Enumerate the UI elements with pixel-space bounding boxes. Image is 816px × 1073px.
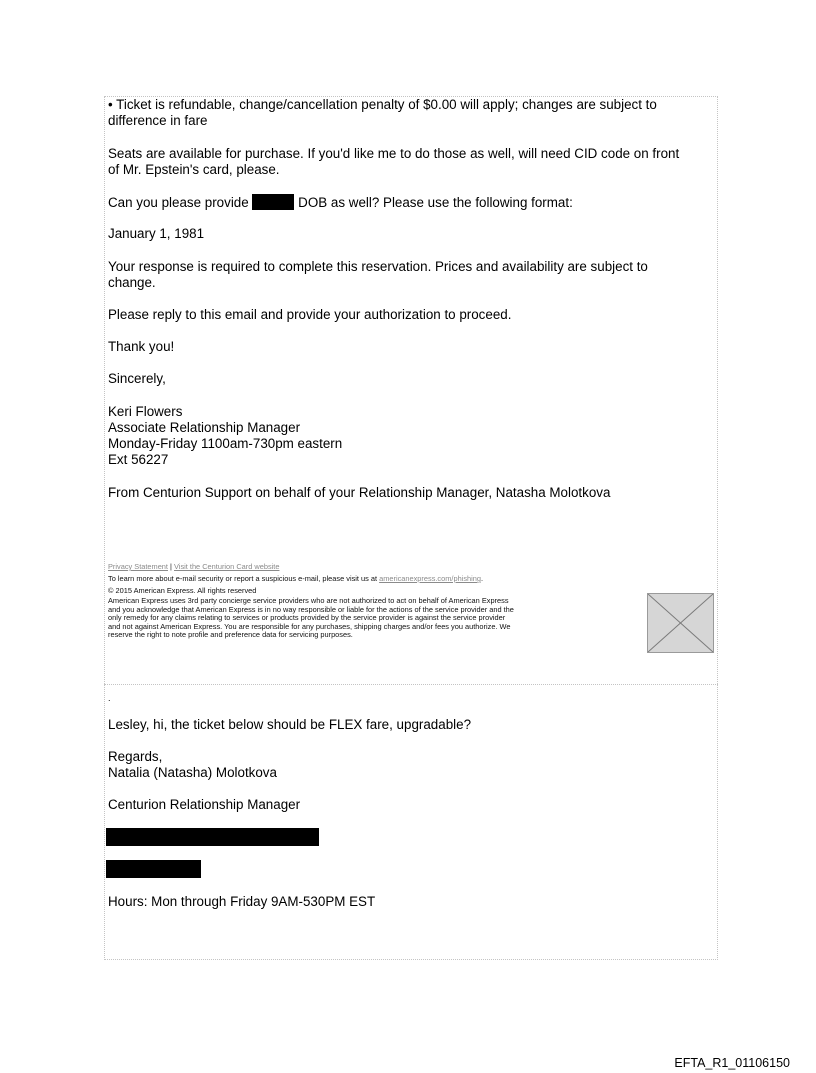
disclaimer-block bbox=[108, 597, 644, 640]
bullet-line: • Ticket is refundable, change/cancellation penalty of $0.00 will apply; changes are subject to bbox=[108, 97, 657, 112]
sender-title: Centurion Relationship Manager bbox=[108, 797, 301, 812]
signature-title: Associate Relationship Manager bbox=[108, 420, 301, 435]
sender-name: Natalia (Natasha) Molotkova bbox=[108, 765, 277, 780]
regards-line: Regards, bbox=[108, 749, 163, 764]
redaction-bar bbox=[106, 828, 319, 846]
disclaimer-line: American Express uses 3rd party concierge service providers who are not authorized to act on behalf of American Express bbox=[108, 596, 509, 605]
signature-name: Keri Flowers bbox=[108, 404, 183, 419]
signature-hours: Monday-Friday 1100am-730pm eastern bbox=[108, 436, 343, 451]
thanks-line: Thank you! bbox=[108, 339, 175, 354]
copyright-line: © 2015 American Express. All rights reserved bbox=[108, 586, 257, 595]
flex-question: Lesley, hi, the ticket below should be FLEX fare, upgradable? bbox=[108, 717, 472, 732]
disclaimer-line: reserve the right to note profile and preference data for servicing purposes. bbox=[108, 630, 353, 640]
disclaimer-line: only remedy for any claims relating to services or products provided by the service provider is against the service provider bbox=[108, 613, 506, 623]
document-stamp: EFTA_R1_01106150 bbox=[674, 1056, 790, 1070]
dob-post: DOB as well? Please use the following format: bbox=[298, 195, 573, 210]
visit-centurion-link[interactable]: Visit the Centurion Card website bbox=[174, 562, 280, 571]
redaction-box bbox=[252, 194, 294, 210]
from-line: From Centurion Support on behalf of your Relationship Manager, Natasha Molotkova bbox=[108, 485, 611, 500]
broken-image-icon bbox=[648, 594, 713, 652]
privacy-statement-link[interactable]: Privacy Statement bbox=[108, 562, 168, 571]
security-period: . bbox=[480, 574, 484, 583]
disclaimer-line: and you acknowledge that American Express is in no way responsible or liable for the actions of the service provider and the bbox=[108, 604, 514, 614]
dob-request bbox=[108, 194, 573, 211]
seats-line-2: of Mr. Epstein's card, please. bbox=[108, 162, 280, 177]
security-line bbox=[108, 575, 483, 584]
response-line-2: change. bbox=[108, 275, 156, 290]
seats-line-1: Seats are available for purchase. If you'd like me to do those as well, will need CID code on front bbox=[108, 146, 680, 161]
phishing-link[interactable]: americanexpress.com/phishing bbox=[379, 574, 481, 583]
response-line-1: Your response is required to complete this reservation. Prices and availability are subject to bbox=[108, 259, 648, 274]
footer-links bbox=[108, 563, 279, 572]
sincerely-line: Sincerely, bbox=[108, 371, 166, 386]
date-format: January 1, 1981 bbox=[108, 226, 205, 241]
link-separator: | bbox=[167, 562, 175, 571]
bullet-line-cont: difference in fare bbox=[108, 113, 208, 128]
broken-image-placeholder bbox=[647, 593, 714, 653]
signature-ext: Ext 56227 bbox=[108, 452, 169, 467]
reply-line: Please reply to this email and provide your authorization to proceed. bbox=[108, 307, 512, 322]
dob-pre: Can you please provide bbox=[108, 195, 249, 210]
redaction-bar bbox=[106, 860, 201, 878]
hours-line: Hours: Mon through Friday 9AM-530PM EST bbox=[108, 894, 376, 909]
separator-dot: . bbox=[108, 693, 111, 703]
security-text: To learn more about e-mail security or report a suspicious e-mail, please visit us at bbox=[108, 574, 380, 583]
disclaimer-line: and not against American Express. You are responsible for any purchases, shipping charges and/or fees you authorize. We bbox=[108, 621, 511, 631]
